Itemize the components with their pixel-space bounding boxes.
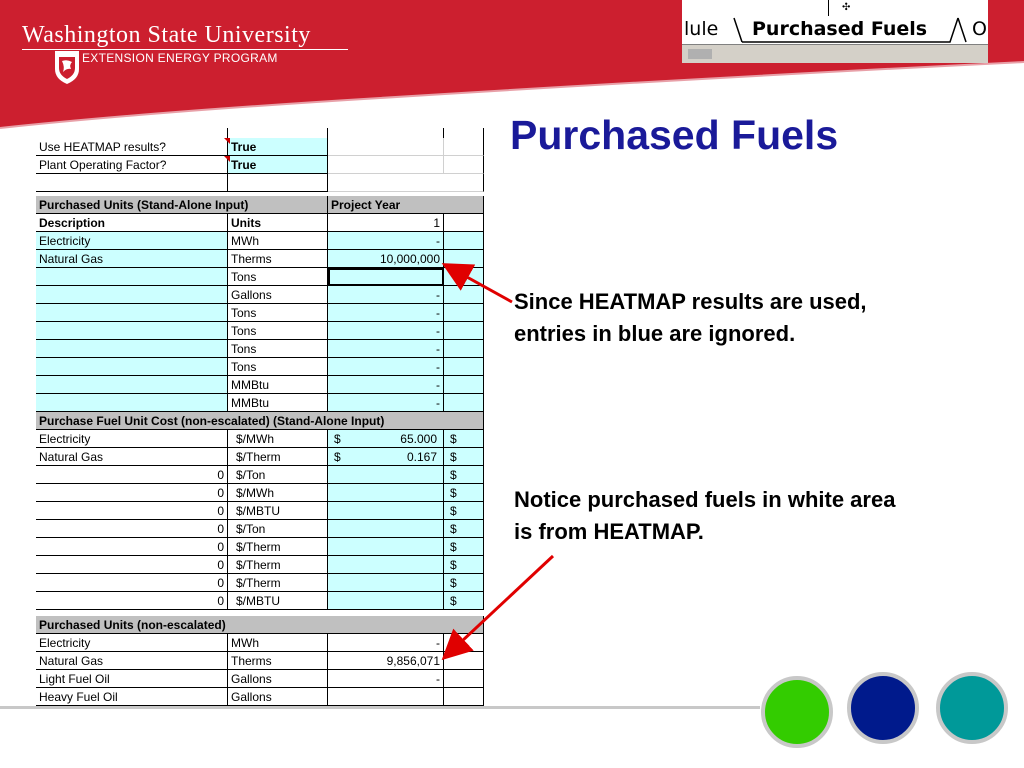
value-cell: - <box>328 634 444 652</box>
units-cell: Gallons <box>228 670 328 688</box>
units-cell: $/MBTU <box>228 502 328 520</box>
units-cell: MMBtu <box>228 376 328 394</box>
slide-title: Purchased Fuels <box>510 112 839 158</box>
value-cell[interactable]: - <box>328 376 444 394</box>
units-cell: $/Ton <box>228 466 328 484</box>
project-year-header: Project Year <box>328 196 484 214</box>
description-cell: Electricity <box>36 430 228 448</box>
units-cell: Therms <box>228 652 328 670</box>
navy-circle-icon <box>847 672 919 744</box>
green-circle-icon <box>761 676 833 748</box>
year-value: 1 <box>328 214 444 232</box>
setting-value[interactable]: True <box>228 156 328 174</box>
units-cell: $/Therm <box>228 574 328 592</box>
description-cell: 0 <box>36 484 228 502</box>
units-cell: $/Therm <box>228 556 328 574</box>
note-line: is from HEATMAP. <box>514 519 704 544</box>
value-cell[interactable]: - <box>328 394 444 412</box>
description-cell: Heavy Fuel Oil <box>36 688 228 706</box>
currency-symbol: $ <box>450 450 457 464</box>
currency-symbol: $ <box>450 558 457 572</box>
description-cell: Electricity <box>36 634 228 652</box>
description-cell: 0 <box>36 592 228 610</box>
description-cell: Natural Gas <box>36 652 228 670</box>
currency-symbol: $ <box>334 450 341 464</box>
description-cell: 0 <box>36 574 228 592</box>
units-cell: $/MWh <box>228 430 328 448</box>
cursor-arrow-icon: ✣ <box>842 2 851 13</box>
currency-symbol: $ <box>450 540 457 554</box>
units-cell: MWh <box>228 634 328 652</box>
section-title: Purchase Fuel Unit Cost (non-escalated) (Stand-Alone Input) <box>36 412 484 430</box>
tab-next[interactable]: O <box>972 18 987 40</box>
note-line: Since HEATMAP results are used, <box>514 289 867 314</box>
description-cell: 0 <box>36 502 228 520</box>
value-cell: 9,856,071 <box>328 652 444 670</box>
units-cell: $/Ton <box>228 520 328 538</box>
units-header: Units <box>228 214 328 232</box>
units-cell: Tons <box>228 304 328 322</box>
program-name: EXTENSION ENERGY PROGRAM <box>82 51 278 65</box>
currency-symbol: $ <box>450 432 457 446</box>
footer-line <box>0 706 760 709</box>
value-cell: - <box>328 670 444 688</box>
setting-label: Plant Operating Factor? <box>36 156 228 174</box>
value-cell[interactable]: - <box>328 340 444 358</box>
units-cell: Tons <box>228 322 328 340</box>
teal-circle-icon <box>936 672 1008 744</box>
setting-label: Use HEATMAP results? <box>36 138 228 156</box>
description-cell: 0 <box>36 520 228 538</box>
value-cell[interactable]: - <box>328 322 444 340</box>
section-title: Purchased Units (Stand-Alone Input) <box>36 196 328 214</box>
description-cell: Natural Gas <box>36 448 228 466</box>
units-cell: $/MBTU <box>228 592 328 610</box>
currency-symbol: $ <box>450 504 457 518</box>
setting-value[interactable]: True <box>228 138 328 156</box>
value-cell[interactable]: - <box>328 232 444 250</box>
section-title: Purchased Units (non-escalated) <box>36 616 484 634</box>
value-cell[interactable]: - <box>328 286 444 304</box>
cost-value: 0.167 <box>406 450 437 464</box>
note-line: entries in blue are ignored. <box>514 321 796 346</box>
value-cell[interactable]: - <box>328 358 444 376</box>
units-cell: Gallons <box>228 688 328 706</box>
units-cell: Therms <box>228 250 328 268</box>
description-cell: 0 <box>36 556 228 574</box>
description-cell: 0 <box>36 466 228 484</box>
currency-symbol: $ <box>450 522 457 536</box>
tab-purchased-fuels[interactable]: Purchased Fuels <box>752 18 928 40</box>
currency-symbol: $ <box>450 486 457 500</box>
units-cell: Tons <box>228 340 328 358</box>
description-header: Description <box>36 214 228 232</box>
value-cell[interactable]: 10,000,000 <box>328 250 444 268</box>
description-cell: 0 <box>36 538 228 556</box>
units-cell: $/Therm <box>228 448 328 466</box>
units-cell: Tons <box>228 358 328 376</box>
university-name: Washington State University <box>22 22 311 48</box>
units-cell: MMBtu <box>228 394 328 412</box>
units-cell: MWh <box>228 232 328 250</box>
description-cell[interactable]: Electricity <box>36 232 228 250</box>
currency-symbol: $ <box>450 594 457 608</box>
currency-symbol: $ <box>450 576 457 590</box>
units-cell: $/Therm <box>228 538 328 556</box>
value-cell[interactable]: - <box>328 304 444 322</box>
description-cell: Light Fuel Oil <box>36 670 228 688</box>
units-cell: $/MWh <box>228 484 328 502</box>
description-cell[interactable]: Natural Gas <box>36 250 228 268</box>
arrow-to-blue-entry <box>447 266 512 302</box>
note-line: Notice purchased fuels in white area <box>514 487 896 512</box>
units-cell: Gallons <box>228 286 328 304</box>
units-cell: Tons <box>228 268 328 286</box>
currency-symbol: $ <box>334 432 341 446</box>
arrow-to-heatmap-value <box>446 556 553 656</box>
tab-previous[interactable]: lule <box>684 18 719 40</box>
cost-value: 65.000 <box>400 432 437 446</box>
currency-symbol: $ <box>450 468 457 482</box>
